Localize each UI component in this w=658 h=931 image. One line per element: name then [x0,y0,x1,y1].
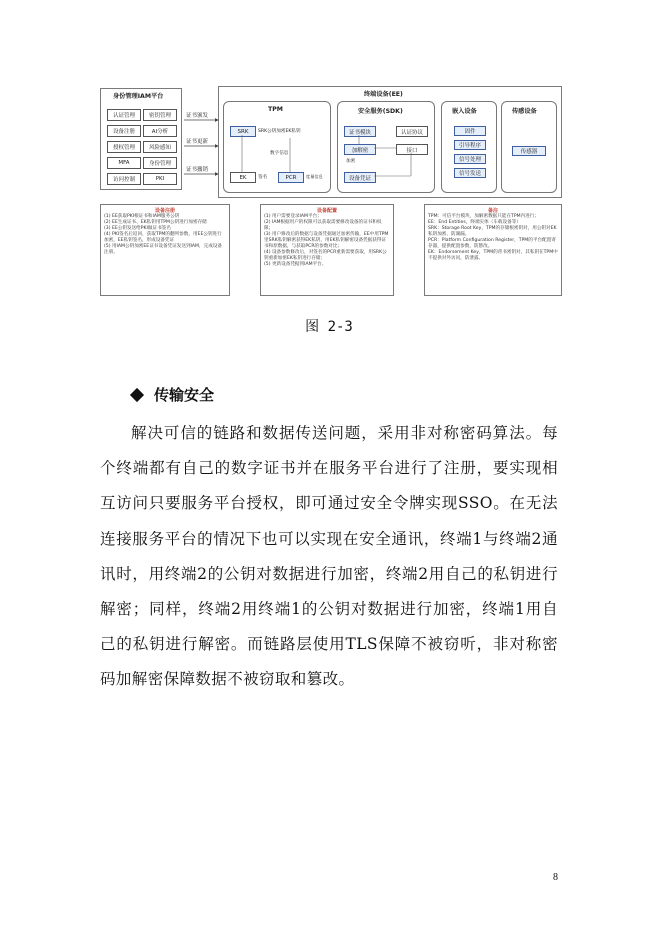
sdk-box [337,101,435,193]
figure-caption: 图 2-3 [305,319,353,335]
config-note-line: (4) 设备参数修改后，对签名的PCR重新需要获取，用SRK公钥重新加密EK私钥进行存储； [264,250,387,261]
register-note-line: (1) EE获取PKI根证书和IAM服务公钥 [104,214,180,219]
body-text [100,416,558,698]
sdk-title: 安全服务(SDK) [358,108,403,115]
register-notes-title: 设备注册 [154,208,175,214]
register-note-line: (4) PKI签名后返回，获取TPM的翻列参数，用EE公钥进行加密，EE私钥签名，形成设备凭证 [104,232,222,243]
iam-item: 认证管理 [107,109,141,121]
config-notes-title: 设备配置 [316,208,337,214]
register-note-line: (2) EE生成证书、EK私钥用TPM公钥进行加密存储 [104,220,207,225]
iam-item: PKI [143,173,177,185]
diamond-bullet-icon [130,387,144,401]
iam-item: 身份管理 [143,157,177,169]
pcr-box: PCR [278,172,304,183]
metric-label: 度量信息 [306,174,323,179]
iam-platform-title: 身份管理IAM平台 [113,93,164,100]
embedded-item: 信号处理 [454,154,486,164]
tpm-box [223,101,331,193]
iam-item: 设备注册 [107,125,141,137]
register-note-line: (5) 用IAM公钥加密EE证书设备凭证发送到IAM，完成设备注册。 [104,244,222,255]
section-heading [132,384,214,405]
config-notes-panel [260,204,394,296]
data-info-label: 数字信息 [270,151,289,156]
sensor-item: 传感器 [512,146,546,156]
iam-item: 访问控制 [107,173,141,185]
remark-line: EE：End Entities，终端实体（车载设备等） [428,220,521,225]
iam-item: AI分析 [143,125,177,137]
srk-box: SRK [230,126,256,137]
remarks-panel [424,204,562,296]
config-note-line: (5) 更新设备凭据到IAM平台。 [264,262,327,267]
iam-platform-panel [100,88,182,190]
paragraph: 解决可信的链路和数据传送问题，采用非对称密码算法。每个终端都有自己的数字证书并在服务平台进行了注册，要实现相互访问只要服务平台授权，即可通过安全令牌实现SSO。在无法连接服务平台的情况下也可以实现在安全通讯，终端1与终端2通讯时，用终端2的公钥对数据进行加密，终端2用自己的私钥进行解密；同样，终端2用终端1的公钥对数据进行加密，终端1用自己的私钥进行解密。而链路层使用TLS保障不被窃听，非对称密码加解密保障数据不被窃取和篡改。 [100,424,558,689]
architecture-figure [98,84,564,300]
srk-note: SRK公钥加密EK私钥 [258,129,301,134]
device-credential-box: 设备凭证 [344,172,376,183]
embedded-item: 固件 [454,126,486,136]
register-notes-panel [100,204,230,296]
tpm-lines [224,102,330,192]
arrow-label-renew: 证书更新 [186,139,209,145]
auth-protocol-box: 认证协议 [396,126,428,137]
cert-module-box: 证书模块 [344,126,376,137]
embedded-item: 引导程序 [454,140,486,150]
interface-box: 接口 [396,144,428,155]
ee-panel [218,86,562,198]
ee-title: 终端设备(EE) [364,91,403,98]
ek-box: EK [230,172,256,183]
sdk-lines [338,102,434,192]
section-title: 传输安全 [154,386,215,404]
iam-item: 风险感知 [143,141,177,153]
config-note-line: (1) 用户需要登录IAM平台； [264,214,322,219]
decrypt-box: 加解密 [344,144,376,155]
arrow-label-revoke: 证书撤销 [186,167,209,173]
remark-line: EK：Endorsement Key，TPM的背书密钥对，其私钥在TPM中不提供对外访问，防泄露。 [428,250,558,261]
sensor-box [501,101,557,193]
page-number: 8 [553,872,558,883]
remark-line: TPM：可信平台模块，加解密数据只能在TPM内进行； [428,214,539,219]
encrypt-label: 加密 [346,159,356,164]
sensor-title: 传感设备 [512,108,537,115]
iam-item: MFA [107,157,141,169]
remark-line: SRK：Storage Root Key，TPM的存储根密钥对，用公钥对EK私钥加密、防湖漏。 [428,226,557,237]
iam-item: 授权管理 [107,141,141,153]
tpm-title: TPM [268,106,283,113]
sign-label: 签名 [258,175,268,180]
embedded-box [441,101,497,193]
embedded-title: 嵌入设备 [452,108,477,115]
config-note-line: (3) 用户修改后的数据与设备凭据通过加密传输，EE中用TPM里SRK私钥解密获得EK私钥，用EK私钥解密设备凭据获得证书和原数据，与获取PCR的参数对比； [264,232,389,249]
iam-item: 密钥管理 [143,109,177,121]
arrow-label-issue: 证书颁发 [186,113,209,119]
remarks-title: 备注 [487,208,498,214]
remark-line: PCR：Platform Configuration Register，TPM的平台配置寄存器，提供配置参数，防篡改。 [428,238,556,249]
config-note-line: (2) IAM根据用户的权限可以获取需要修改设备的证书和权限； [264,220,382,231]
embedded-item: 信号发送 [454,168,486,178]
register-note-line: (3) EE公钥发送给PKI做证书签名 [104,226,171,231]
